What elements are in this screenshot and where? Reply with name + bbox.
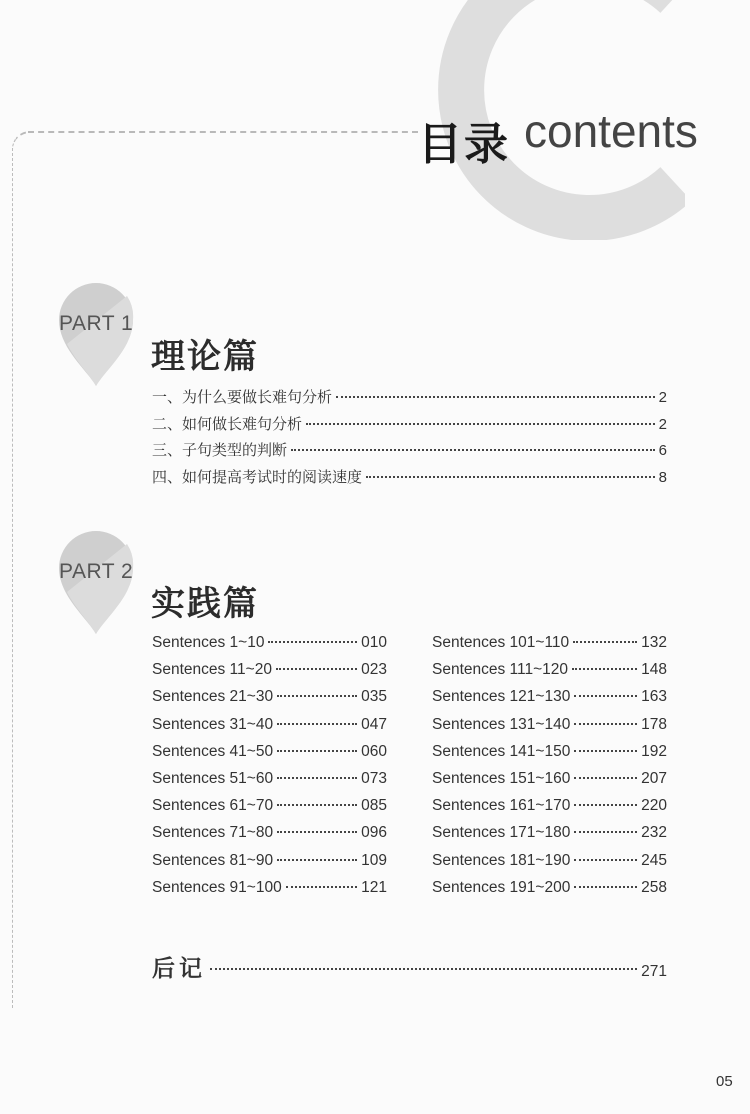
toc-item-title: Sentences 31~40 bbox=[152, 715, 274, 733]
toc-item-title: 一、为什么要做长难句分析 bbox=[152, 388, 333, 406]
toc-item-title: Sentences 81~90 bbox=[152, 851, 274, 869]
toc-item-page: 8 bbox=[658, 468, 667, 486]
decorative-dashed-margin bbox=[12, 148, 13, 1008]
dot-leader bbox=[277, 750, 357, 752]
dot-leader bbox=[277, 695, 357, 697]
page-number: 05 bbox=[716, 1073, 733, 1090]
toc-item[interactable] bbox=[432, 743, 667, 770]
toc-item-title: Sentences 41~50 bbox=[152, 742, 274, 760]
dot-leader bbox=[574, 777, 637, 779]
part2-title: 实践篇 bbox=[151, 584, 259, 624]
toc-item[interactable] bbox=[432, 716, 667, 743]
toc-item-page: 207 bbox=[641, 769, 667, 787]
toc-item-title: Sentences 101~110 bbox=[432, 634, 570, 651]
dot-leader bbox=[277, 859, 357, 861]
toc-item-page: 2 bbox=[658, 415, 667, 433]
dot-leader bbox=[574, 750, 637, 752]
toc-item[interactable] bbox=[152, 879, 387, 906]
dot-leader bbox=[574, 695, 637, 697]
toc-item[interactable] bbox=[432, 688, 667, 715]
toc-item[interactable] bbox=[152, 743, 387, 770]
dot-leader bbox=[277, 723, 357, 725]
dot-leader bbox=[277, 804, 357, 806]
toc-item[interactable] bbox=[152, 661, 387, 688]
toc-item-page: 148 bbox=[641, 661, 667, 679]
dot-leader bbox=[366, 476, 655, 478]
toc-item[interactable] bbox=[432, 661, 667, 688]
toc-item-title: Sentences 121~130 bbox=[432, 688, 571, 706]
toc-item-afterword[interactable] bbox=[152, 950, 667, 984]
toc-item[interactable] bbox=[152, 634, 387, 661]
toc-item-title: 四、如何提高考试时的阅读速度 bbox=[152, 467, 363, 486]
toc-item-title: Sentences 171~180 bbox=[432, 824, 571, 842]
page-title-en: contents bbox=[524, 105, 698, 157]
toc-item[interactable] bbox=[152, 439, 667, 466]
page-title-cn: 目录 bbox=[418, 119, 510, 170]
toc-item[interactable] bbox=[152, 386, 667, 413]
toc-item-page: 047 bbox=[361, 715, 387, 733]
toc-item-page: 2 bbox=[658, 389, 667, 406]
toc-item-page: 192 bbox=[641, 742, 667, 760]
toc-item[interactable] bbox=[152, 852, 387, 879]
toc-item[interactable] bbox=[432, 852, 667, 879]
toc-item-title: Sentences 131~140 bbox=[432, 715, 571, 733]
toc-item[interactable] bbox=[152, 797, 387, 824]
toc-item[interactable] bbox=[432, 797, 667, 824]
dot-leader bbox=[574, 886, 637, 888]
part2-toc-right-column bbox=[432, 634, 667, 906]
toc-item-title: Sentences 91~100 bbox=[152, 878, 282, 896]
dot-leader bbox=[306, 423, 655, 425]
dot-leader bbox=[574, 859, 637, 861]
toc-item-title: Sentences 21~30 bbox=[152, 688, 274, 706]
toc-item-title: 二、如何做长难句分析 bbox=[152, 414, 303, 433]
toc-item[interactable] bbox=[152, 770, 387, 797]
toc-item-title: Sentences 11~20 bbox=[152, 661, 272, 679]
toc-item-page: 010 bbox=[361, 634, 387, 651]
toc-item-page: 6 bbox=[658, 442, 667, 459]
decorative-dashed-corner bbox=[12, 131, 31, 151]
toc-item-page: 109 bbox=[361, 851, 387, 869]
dot-leader bbox=[268, 641, 357, 643]
toc-item-page: 132 bbox=[641, 634, 667, 651]
dot-leader bbox=[210, 968, 637, 970]
toc-item-page: 220 bbox=[641, 797, 667, 815]
toc-item-title: 三、子句类型的判断 bbox=[152, 441, 288, 459]
toc-item-title: Sentences 181~190 bbox=[432, 851, 571, 869]
toc-item-page: 163 bbox=[641, 688, 667, 706]
toc-item[interactable] bbox=[152, 688, 387, 715]
toc-item[interactable] bbox=[152, 466, 667, 493]
toc-item[interactable] bbox=[432, 879, 667, 906]
dot-leader bbox=[574, 831, 637, 833]
toc-item-title: Sentences 161~170 bbox=[432, 797, 571, 815]
decorative-dashed-line bbox=[28, 131, 418, 133]
afterword-entry bbox=[152, 950, 667, 984]
toc-item-page: 245 bbox=[641, 851, 667, 869]
toc-item-page: 035 bbox=[361, 688, 387, 706]
toc-item-page: 023 bbox=[361, 661, 387, 679]
dot-leader bbox=[277, 831, 357, 833]
toc-item[interactable] bbox=[432, 824, 667, 851]
toc-item-title: Sentences 191~200 bbox=[432, 878, 571, 896]
toc-item-page: 232 bbox=[641, 824, 667, 842]
part1-toc-list bbox=[152, 386, 667, 492]
afterword-title: 后记 bbox=[152, 956, 206, 982]
toc-item[interactable] bbox=[152, 824, 387, 851]
part1-label: PART 1 bbox=[59, 312, 134, 335]
toc-item-title: Sentences 141~150 bbox=[432, 742, 571, 760]
toc-item-title: Sentences 61~70 bbox=[152, 797, 274, 815]
toc-item[interactable] bbox=[432, 634, 667, 661]
dot-leader bbox=[277, 777, 357, 779]
part2-toc-left-column bbox=[152, 634, 387, 906]
afterword-page: 271 bbox=[641, 963, 667, 980]
dot-leader bbox=[336, 396, 655, 398]
dot-leader bbox=[573, 641, 637, 643]
part2-label: PART 2 bbox=[59, 560, 134, 583]
toc-item[interactable] bbox=[152, 413, 667, 440]
part1-title: 理论篇 bbox=[151, 337, 259, 377]
toc-item-page: 178 bbox=[641, 715, 667, 733]
dot-leader bbox=[286, 886, 357, 888]
toc-item-title: Sentences 51~60 bbox=[152, 769, 274, 787]
dot-leader bbox=[572, 668, 637, 670]
dot-leader bbox=[574, 804, 637, 806]
dot-leader bbox=[291, 449, 655, 451]
toc-item-page: 121 bbox=[361, 878, 387, 896]
toc-item[interactable] bbox=[152, 716, 387, 743]
toc-item-page: 060 bbox=[361, 742, 387, 760]
toc-item-title: Sentences 151~160 bbox=[432, 769, 571, 787]
toc-item[interactable] bbox=[432, 770, 667, 797]
toc-item-page: 258 bbox=[641, 878, 667, 896]
toc-item-page: 085 bbox=[361, 797, 387, 815]
dot-leader bbox=[574, 723, 637, 725]
toc-item-page: 096 bbox=[361, 824, 387, 842]
toc-item-title: Sentences 1~10 bbox=[152, 634, 265, 651]
toc-item-page: 073 bbox=[361, 769, 387, 787]
toc-item-title: Sentences 71~80 bbox=[152, 824, 274, 842]
toc-item-title: Sentences 111~120 bbox=[432, 661, 569, 679]
dot-leader bbox=[276, 668, 357, 670]
